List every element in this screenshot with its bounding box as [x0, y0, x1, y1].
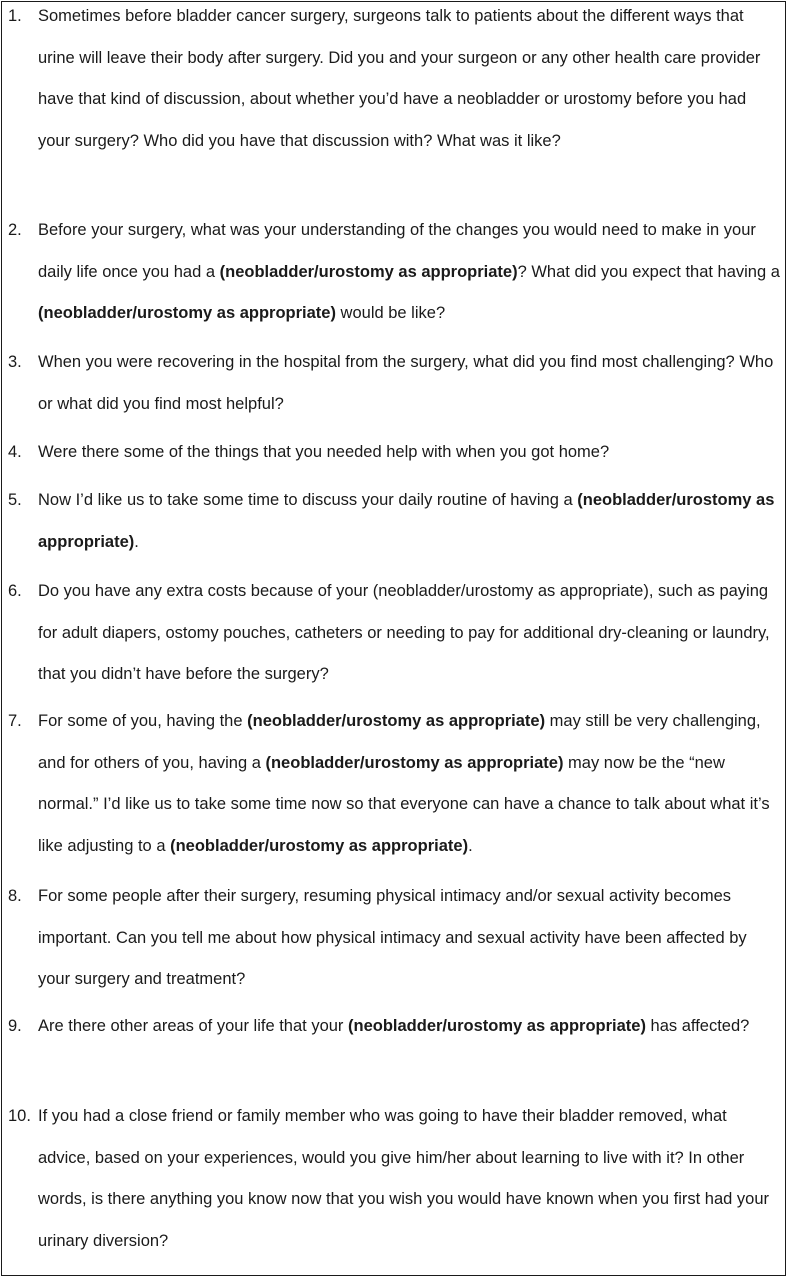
question-text-part: . — [134, 532, 139, 551]
question-text-part: Are there other areas of your life that your — [38, 1017, 348, 1035]
question-number: 6. — [8, 582, 22, 600]
question-7 — [8, 701, 780, 867]
question-number: 7. — [8, 712, 22, 730]
question-1 — [8, 0, 780, 162]
question-text — [38, 480, 780, 563]
question-5 — [8, 480, 780, 563]
placeholder-bold: (neobladder/urostomy as appropriate) — [38, 304, 336, 322]
question-9 — [8, 1006, 780, 1048]
question-number: 9. — [8, 1017, 22, 1035]
question-2 — [8, 210, 780, 335]
placeholder-bold: (neobladder/urostomy as appropriate) — [348, 1017, 646, 1035]
question-text-part: would be like? — [335, 304, 446, 322]
question-text-part: Before your surgery, what was your understanding of the changes you would need to make in your daily life once you had a — [38, 221, 756, 281]
question-text-part: may still be very challenging, and for others of you, having a — [38, 712, 761, 772]
question-text — [38, 210, 780, 335]
question-text — [38, 1006, 780, 1048]
question-6 — [8, 571, 780, 696]
question-text-part: . — [468, 836, 473, 855]
question-text-part: Sometimes before bladder cancer surgery, surgeons talk to patients about the different ways that urine will leave their body after surgery. Did you and your surgeon or any other health care provider have that kind of discussion, about whether you’d have a neobladder or urostomy before you had your surgery? Who did you have that discussion with? What was it like? — [38, 7, 761, 150]
question-3 — [8, 342, 780, 425]
question-text-part: Do you have any extra costs because of your (neobladder/urostomy as appropriate), such as paying for adult diapers, ostomy pouches, catheters or needing to pay for additional dry-cleaning or laundry, that you didn’t have before the surgery? — [38, 582, 770, 683]
question-text — [38, 0, 780, 162]
question-text-part: Now I’d like us to take some time to discuss your daily routine of having a — [38, 491, 578, 509]
question-text — [38, 701, 780, 867]
question-number: 10. — [8, 1107, 31, 1125]
question-10 — [8, 1096, 780, 1262]
question-number: 2. — [8, 221, 22, 239]
question-number: 1. — [8, 7, 22, 25]
question-text-part: ? What did you expect that having a — [517, 262, 780, 281]
question-number: 4. — [8, 443, 22, 461]
question-text — [38, 342, 780, 425]
question-text — [38, 571, 780, 696]
placeholder-bold: (neobladder/urostomy as appropriate) — [247, 712, 546, 730]
question-text — [38, 876, 780, 1001]
question-8 — [8, 876, 780, 1001]
question-text-part: For some people after their surgery, resuming physical intimacy and/or sexual activity becomes important. Can you tell me about how physical intimacy and sexual activity have been affected by your surgery and treatment? — [38, 887, 747, 988]
question-text-part: Were there some of the things that you needed help with when you got home? — [38, 443, 610, 461]
question-text — [38, 1096, 780, 1262]
question-text-part: For some of you, having the — [38, 712, 248, 730]
placeholder-bold: (neobladder/urostomy as appropriate) — [265, 753, 564, 772]
placeholder-bold: (neobladder/urostomy as appropriate) — [219, 262, 518, 281]
question-text-part: has affected? — [645, 1017, 750, 1035]
question-text-part: When you were recovering in the hospital from the surgery, what did you find most challenging? Who or what did you find most helpful? — [38, 353, 774, 413]
question-text — [38, 432, 780, 474]
question-text-part: If you had a close friend or family member who was going to have their bladder removed, what advice, based on your experiences, would you give him/her about learning to live with it? In other words, is there anything you know now that you wish you would have known when you first had your urinary diversion? — [38, 1107, 769, 1250]
question-text-part: may now be the “new normal.” I’d like us to take some time now so that everyone can have a chance to talk about what it’s like adjusting to a — [38, 753, 770, 855]
question-4 — [8, 432, 780, 474]
question-number: 8. — [8, 887, 22, 905]
question-number: 5. — [8, 491, 22, 509]
placeholder-bold: (neobladder/urostomy as appropriate) — [38, 491, 775, 551]
placeholder-bold: (neobladder/urostomy as appropriate) — [170, 836, 469, 855]
question-number: 3. — [8, 353, 22, 371]
